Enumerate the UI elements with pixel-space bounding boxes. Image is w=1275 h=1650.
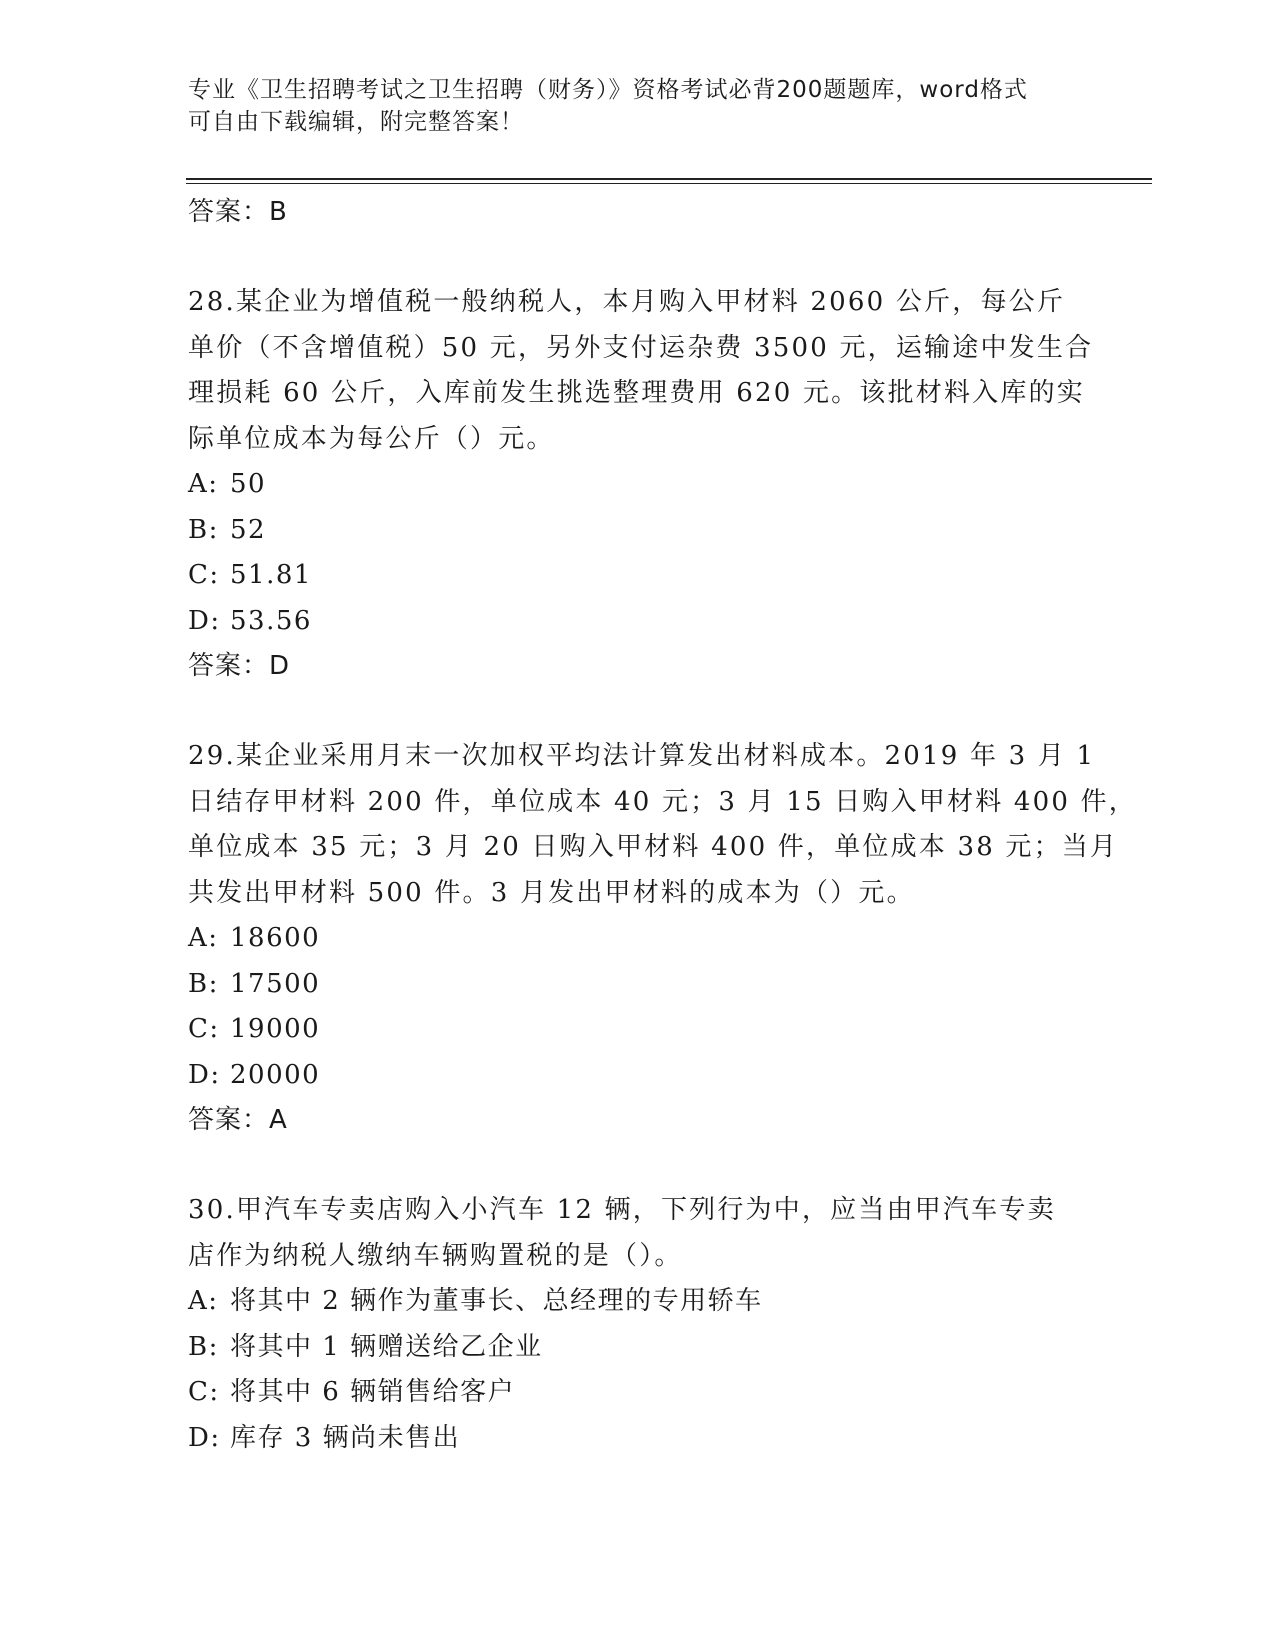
option-text: 20000 <box>230 1059 321 1090</box>
option-a <box>188 462 1088 508</box>
option-text: 库存 3 辆尚未售出 <box>230 1422 461 1453</box>
header-divider <box>186 178 1152 180</box>
question-line: 店作为纳税人缴纳车辆购置税的是（）。 <box>188 1240 683 1271</box>
question-block <box>188 280 1094 688</box>
option-b <box>188 1325 1088 1371</box>
question-line: 28.某企业为增值税一般纳税人，本月购入甲材料 2060 公斤，每公斤 <box>188 287 1066 317</box>
option-key: B: <box>188 968 219 999</box>
option-key: A: <box>188 1286 219 1316</box>
question-line: 理损耗 60 公斤，入库前发生挑选整理费用 620 元。该批材料入库的实 <box>188 378 1085 408</box>
answer-label: 答案：B <box>188 197 288 227</box>
answer-label: 答案：A <box>188 1105 288 1135</box>
option-c <box>188 1007 1088 1053</box>
option-text: 52 <box>230 514 267 545</box>
option-text: 51.81 <box>230 560 312 590</box>
option-text: 50 <box>230 469 267 499</box>
page-header <box>188 74 1088 138</box>
option-b <box>188 962 1088 1008</box>
question-line: 单位成本 35 元；3 月 20 日购入甲材料 400 件，单位成本 38 元；当月 <box>188 832 1119 862</box>
document-body <box>188 190 1137 1461</box>
question-text <box>188 1188 1088 1279</box>
option-key: B: <box>188 1331 219 1362</box>
option-text: 18600 <box>230 923 321 953</box>
question-line: 29.某企业采用月末一次加权平均法计算发出材料成本。2019 年 3 月 1 <box>188 741 1096 771</box>
question-line: 30.甲汽车专卖店购入小汽车 12 辆，下列行为中，应当由甲汽车专卖 <box>188 1195 1056 1225</box>
option-c <box>188 553 1088 599</box>
option-key: A: <box>188 923 219 953</box>
option-a <box>188 916 1088 962</box>
question-line: 共发出甲材料 500 件。3 月发出甲材料的成本为（）元。 <box>188 877 915 908</box>
question-line: 单价（不含增值税）50 元，另外支付运杂费 3500 元，运输途中发生合 <box>188 332 1094 363</box>
header-line-1: 专业《卫生招聘考试之卫生招聘（财务）》资格考试必背200题题库，word格式 <box>188 77 1028 103</box>
answer-label: 答案：D <box>188 651 291 681</box>
question-line: 际单位成本为每公斤（）元。 <box>188 423 555 454</box>
option-text: 将其中 6 辆销售给客户 <box>230 1377 516 1407</box>
header-line-2: 可自由下载编辑，附完整答案！ <box>188 109 524 135</box>
option-d <box>188 599 1088 645</box>
question-text <box>188 734 1137 916</box>
option-b <box>188 508 1088 554</box>
option-text: 将其中 1 辆赠送给乙企业 <box>230 1331 543 1362</box>
option-key: D: <box>188 1059 221 1090</box>
option-text: 19000 <box>230 1014 321 1044</box>
option-text: 将其中 2 辆作为董事长、总经理的专用轿车 <box>230 1286 763 1316</box>
option-key: D: <box>188 605 221 636</box>
option-key: C: <box>188 1014 220 1044</box>
option-key: C: <box>188 560 220 590</box>
option-key: B: <box>188 514 219 545</box>
option-c <box>188 1370 1088 1416</box>
question-block <box>188 1188 1088 1461</box>
option-a <box>188 1279 1088 1325</box>
option-key: C: <box>188 1377 220 1407</box>
option-d <box>188 1053 1088 1099</box>
option-key: A: <box>188 469 219 499</box>
option-d <box>188 1416 1088 1462</box>
header-divider-thin <box>186 183 1152 184</box>
option-text: 17500 <box>230 968 321 999</box>
question-block <box>188 734 1137 1142</box>
question-text <box>188 280 1094 462</box>
option-text: 53.56 <box>230 605 312 636</box>
question-line: 日结存甲材料 200 件，单位成本 40 元；3 月 15 日购入甲材料 400 件， <box>188 786 1137 817</box>
option-key: D: <box>188 1422 221 1453</box>
